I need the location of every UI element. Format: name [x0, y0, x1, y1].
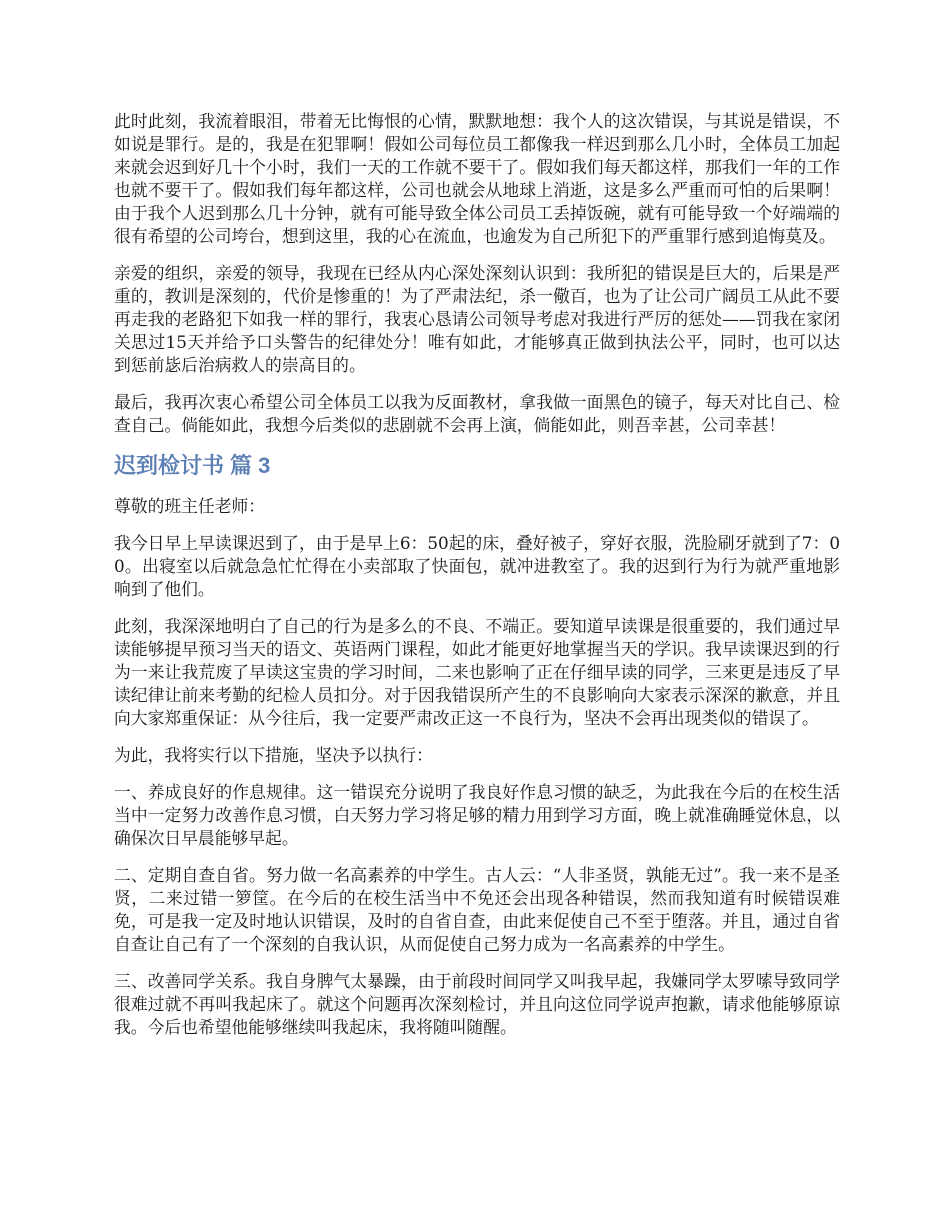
- section-heading-suffix: 篇 3: [230, 453, 271, 478]
- paragraph: 我今日早上早读课迟到了，由于是早上6：50起的床，叠好被子，穿好衣服，洗脸刷牙就到了7：00。出寝室以后就急急忙忙得在小卖部取了快面包，就冲进教室了。我的迟到行为行为就严重地影响到了他们。: [114, 533, 840, 599]
- document-page: [114, 110, 840, 1053]
- salutation: 尊敬的班主任老师：: [114, 496, 266, 516]
- paragraph: 二、定期自查自省。努力做一名高素养的中学生。古人云：“人非圣贤，孰能无过”。我一来不是圣贤，二来过错一箩筐。在今后的在校生活当中不免还会出现各种错误，然而我知道有时候错误难免，可是我一定及时地认识错误，及时的自省自查，由此来促使自己不至于堕落。并且，通过自省自查让自己有了一个深刻的自我认识，从而促使自己努力成为一名高素养的中学生。: [114, 865, 840, 954]
- paragraph: 最后，我再次衷心希望公司全体员工以我为反面教材，拿我做一面黑色的镜子，每天对比自己、检查自己。倘能如此，我想今后类似的悲剧就不会再上演，倘能如此，则吾幸甚，公司幸甚！: [114, 392, 840, 435]
- paragraph: 为此，我将实行以下措施，坚决予以执行：: [114, 745, 433, 765]
- paragraph: 一、养成良好的作息规律。这一错误充分说明了我良好作息习惯的缺乏，为此我在今后的在校生活当中一定努力改善作息习惯，白天努力学习将足够的精力用到学习方面，晚上就准确睡觉休息，以确保次日早晨能够早起。: [114, 782, 840, 848]
- paragraph: 亲爱的组织，亲爱的领导，我现在已经从内心深处深刻认识到：我所犯的错误是巨大的，后果是严重的，教训是深刻的，代价是惨重的！为了严肃法纪，杀一儆百，也为了让公司广阔员工从此不要再走我的老路犯下如我一样的罪行，我衷心恳请公司领导考虑对我进行严厉的惩处——罚我在家闭关思过15天并给予口头警告的纪律处分！唯有如此，才能够真正做到执法公平，同时，也可以达到惩前毖后治病救人的崇高目的。: [114, 263, 840, 375]
- section-heading-title: 迟到检讨书: [114, 453, 225, 478]
- paragraph: 三、改善同学关系。我自身脾气太暴躁，由于前段时间同学又叫我早起，我嫌同学太罗嗦导致同学很难过就不再叫我起床了。就这个问题再次深刻检讨，并且向这位同学说声抱歉，请求他能够原谅我。今后也希望他能够继续叫我起床，我将随叫随醒。: [114, 971, 840, 1037]
- paragraph: 此时此刻，我流着眼泪，带着无比悔恨的心情，默默地想：我个人的这次错误，与其说是错误，不如说是罪行。是的，我是在犯罪啊！假如公司每位员工都像我一样迟到那么几小时，全体员工加起来就会迟到好几十个小时，我们一天的工作就不要干了。假如我们每天都这样，那我们一年的工作也就不要干了。假如我们每年都这样，公司也就会从地球上消逝，这是多么严重而可怕的后果啊！由于我个人迟到那么几十分钟，就有可能导致全体公司员工丢掉饭碗，就有可能导致一个好端端的很有希望的公司垮台，想到这里，我的心在流血，也逾发为自己所犯下的严重罪行感到追悔莫及。: [114, 111, 840, 246]
- paragraph: 此刻，我深深地明白了自己的行为是多么的不良、不端正。要知道早读课是很重要的，我们通过早读能够提早预习当天的语文、英语两门课程，如此才能更好地掌握当天的学识。我早读课迟到的行为一来让我荒废了早读这宝贵的学习时间，二来也影响了正在仔细早读的同学，三来更是违反了早读纪律让前来考勤的纪检人员扣分。对于因我错误所产生的不良影响向大家表示深深的歉意，并且向大家郑重保证：从今往后，我一定要严肃改正这一不良行为，坚决不会再出现类似的错误了。: [114, 616, 840, 728]
- section-heading: [114, 451, 840, 481]
